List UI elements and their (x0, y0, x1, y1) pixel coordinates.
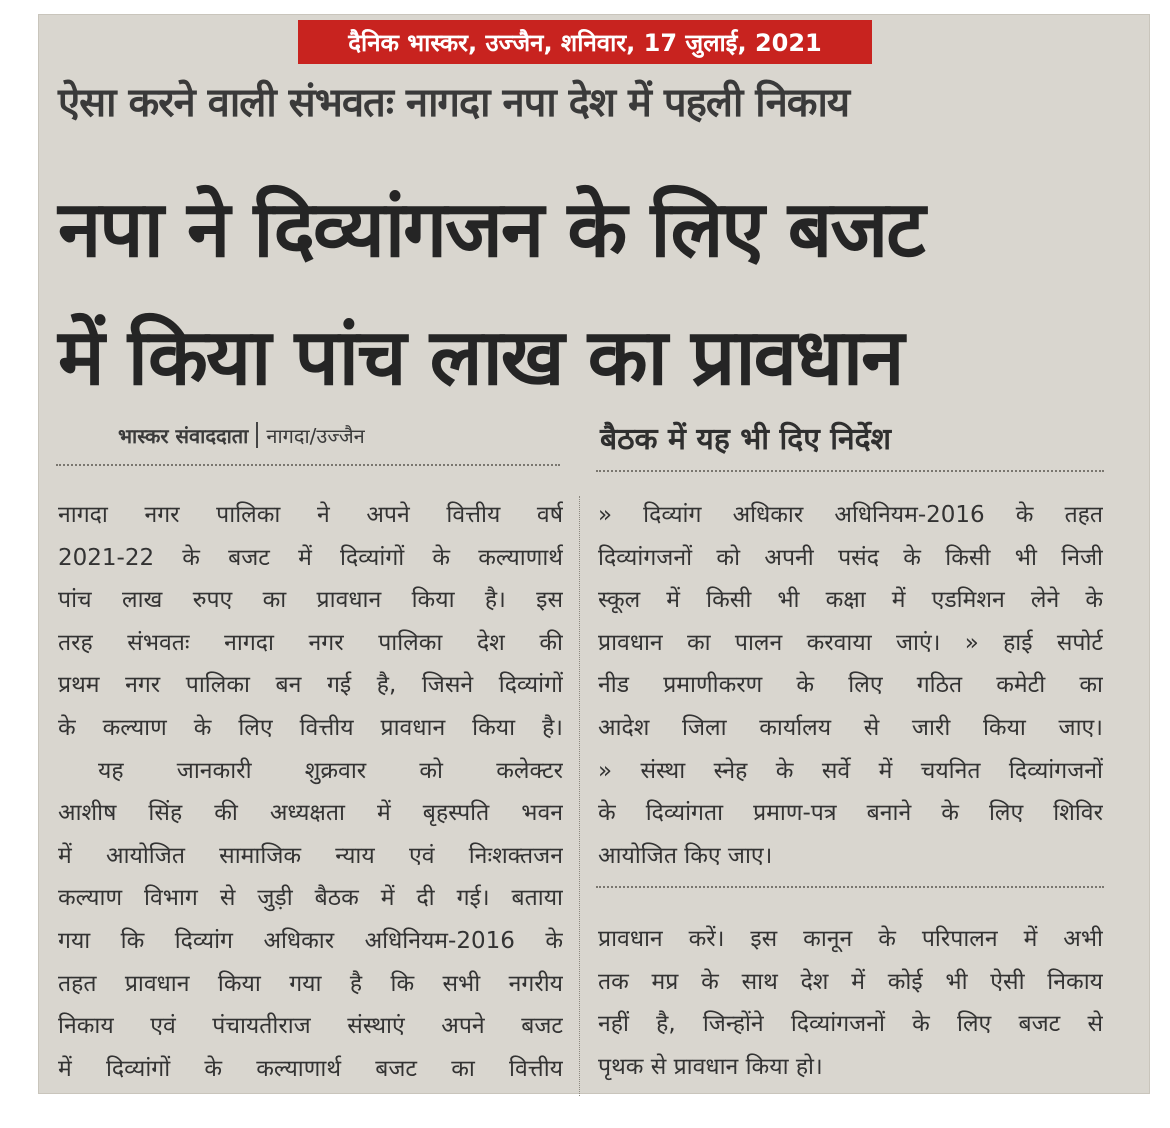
newspaper-masthead: दैनिक भास्कर, उज्जैन, शनिवार, 17 जुलाई, 2021 (298, 20, 872, 64)
text-line: के कल्याण के लिए वित्तीय प्रावधान किया है। (58, 714, 563, 741)
text-line: 2021-22 के बजट में दिव्यांगों के कल्याणार्थ (58, 544, 563, 571)
headline-line-2: में किया पांच लाख का प्रावधान (58, 313, 903, 403)
text-line: कल्याण विभाग से जुड़ी बैठक में दी गई। बताया (58, 885, 563, 912)
text-line: नागदा नगर पालिका ने अपने वित्तीय वर्ष (58, 502, 563, 528)
article-body-left (58, 494, 563, 1090)
text-line: तहत प्रावधान किया गया है कि सभी नगरीय (58, 970, 563, 997)
text-line: निकाय एवं पंचायतीराज संस्थाएं अपने बजट (58, 1013, 563, 1040)
text-line: आयोजित किए जाए। (598, 842, 773, 869)
directives-box (598, 494, 1103, 877)
text-line: प्रावधान का पालन करवाया जाएं। » हाई सपोर्ट (598, 629, 1103, 656)
byline-reporter: भास्कर संवाददाता (118, 423, 249, 448)
text-line: तक मप्र के साथ देश में कोई भी ऐसी निकाय (598, 968, 1103, 995)
text-line: यह जानकारी शुक्रवार को कलेक्टर (98, 757, 563, 784)
sidebar-title: बैठक में यह भी दिए निर्देश (600, 422, 891, 457)
text-line: में आयोजित सामाजिक न्याय एवं निःशक्तजन (58, 842, 563, 869)
sidebar-title-divider (596, 470, 1104, 472)
byline (118, 418, 365, 452)
headline-line-1: नपा ने दिव्यांगजन के लिए बजट (58, 185, 924, 275)
text-line: नीड प्रमाणीकरण के लिए गठित कमेटी का (598, 672, 1103, 699)
text-line: गया कि दिव्यांग अधिकार अधिनियम-2016 के (58, 927, 563, 954)
text-line: दिव्यांगजनों को अपनी पसंद के किसी भी निजी (598, 544, 1103, 571)
text-line: आशीष सिंह की अध्यक्षता में बृहस्पति भवन (58, 800, 563, 827)
text-line: आदेश जिला कार्यालय से जारी किया जाए। (598, 714, 1103, 741)
text-line: » संस्था स्नेह के सर्वे में चयनित दिव्यांगजनों (598, 757, 1103, 784)
text-line: » दिव्यांग अधिकार अधिनियम-2016 के तहत (598, 502, 1103, 528)
byline-separator (256, 422, 258, 448)
text-line: पृथक से प्रावधान किया हो। (598, 1053, 823, 1080)
text-line: प्रावधान करें। इस कानून के परिपालन में अभी (598, 926, 1103, 952)
text-line: नहीं है, जिन्होंने दिव्यांगजनों के लिए बजट से (598, 1011, 1103, 1038)
byline-place: नागदा/उज्जैन (266, 423, 365, 448)
byline-divider (56, 464, 560, 466)
directives-divider (596, 886, 1104, 888)
article-continuation (598, 918, 1103, 1088)
text-line: में दिव्यांगों के कल्याणार्थ बजट का वित्तीय (58, 1055, 563, 1082)
headline-kicker: ऐसा करने वाली संभवतः नागदा नपा देश में पहली निकाय (58, 80, 850, 126)
text-line: प्रथम नगर पालिका बन गई है, जिसने दिव्यांगों (58, 672, 563, 699)
text-line: स्कूल में किसी भी कक्षा में एडमिशन लेने के (598, 587, 1103, 614)
main-headline (58, 166, 1118, 422)
text-line: के दिव्यांगता प्रमाण-पत्र बनाने के लिए शिविर (598, 800, 1103, 827)
text-line: तरह संभवतः नागदा नगर पालिका देश की (58, 629, 563, 656)
text-line: पांच लाख रुपए का प्रावधान किया है। इस (58, 587, 563, 614)
column-divider (579, 496, 580, 1096)
